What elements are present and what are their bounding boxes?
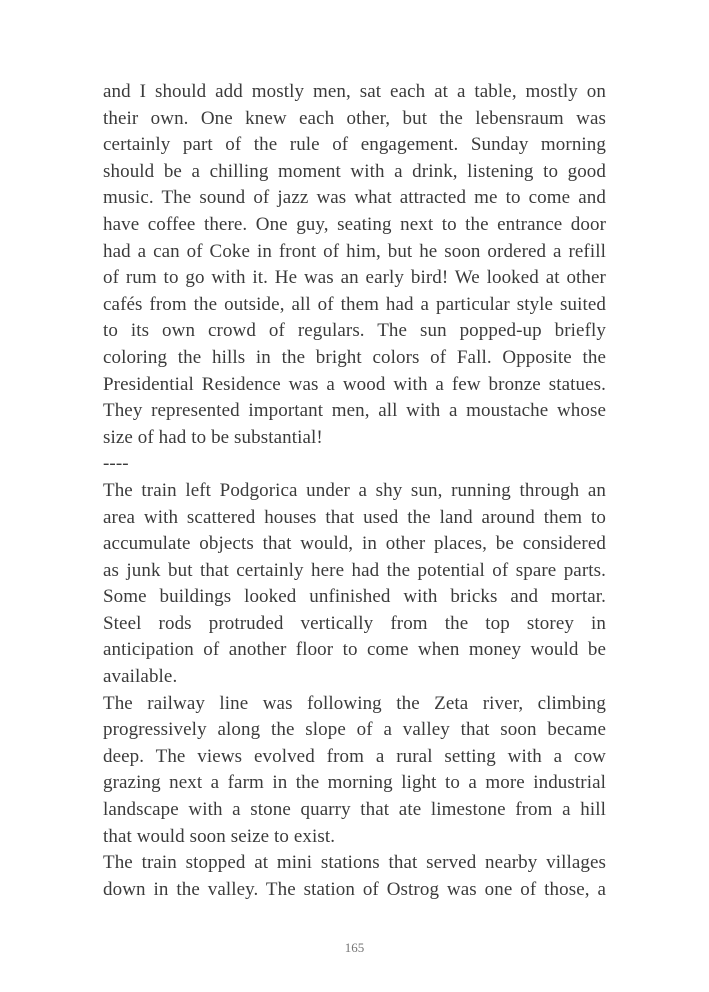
text-line: landscape with a stone quarry that ate limestone from a hill [103, 799, 606, 821]
text-line: size of had to be substantial! [103, 426, 323, 448]
paragraph-separator: ---- [103, 453, 129, 475]
text-line: deep. The views evolved from a rural setting with a cow [103, 745, 606, 767]
text-line: They represented important men, all with a moustache whose [103, 400, 606, 422]
text-line: their own. One knew each other, but the lebensraum was [103, 107, 606, 129]
text-line: as junk but that certainly here had the potential of spare parts. [103, 559, 606, 581]
text-block [103, 79, 606, 903]
text-line: available. [103, 666, 178, 688]
text-line: to its own crowd of regulars. The sun popped-up briefly [103, 320, 606, 342]
text-line: cafés from the outside, all of them had a particular style suited [103, 293, 606, 315]
text-line: Presidential Residence was a wood with a few bronze statues. [103, 373, 606, 395]
text-line: music. The sound of jazz was what attracted me to come and [103, 187, 606, 209]
text-line: area with scattered houses that used the land around them to [103, 506, 606, 528]
text-line: coloring the hills in the bright colors of Fall. Opposite the [103, 346, 606, 368]
text-line: certainly part of the rule of engagement. Sunday morning [103, 134, 606, 156]
text-line: The railway line was following the Zeta river, climbing [103, 692, 606, 714]
text-line: should be a chilling moment with a drink, listening to good [103, 160, 606, 182]
text-line: The train stopped at mini stations that served nearby villages [103, 852, 606, 874]
text-line: had a can of Coke in front of him, but he soon ordered a refill [103, 240, 606, 262]
text-line: that would soon seize to exist. [103, 825, 336, 847]
text-line: Some buildings looked unfinished with bricks and mortar. [103, 586, 606, 608]
text-line: Steel rods protruded vertically from the top storey in [103, 612, 606, 634]
text-line: have coffee there. One guy, seating next to the entrance door [103, 213, 606, 235]
text-line: progressively along the slope of a valley that soon became [103, 719, 606, 741]
text-line: down in the valley. The station of Ostrog was one of those, a [103, 878, 606, 900]
text-line: of rum to go with it. He was an early bird! We looked at other [103, 267, 606, 289]
page-number: 165 [344, 940, 365, 955]
text-line: anticipation of another floor to come when money would be [103, 639, 606, 661]
text-line: and I should add mostly men, sat each at a table, mostly on [103, 81, 606, 102]
text-line: The train left Podgorica under a shy sun, running through an [103, 479, 606, 501]
text-line: grazing next a farm in the morning light to a more industrial [103, 772, 606, 794]
text-line: accumulate objects that would, in other places, be considered [103, 533, 606, 555]
